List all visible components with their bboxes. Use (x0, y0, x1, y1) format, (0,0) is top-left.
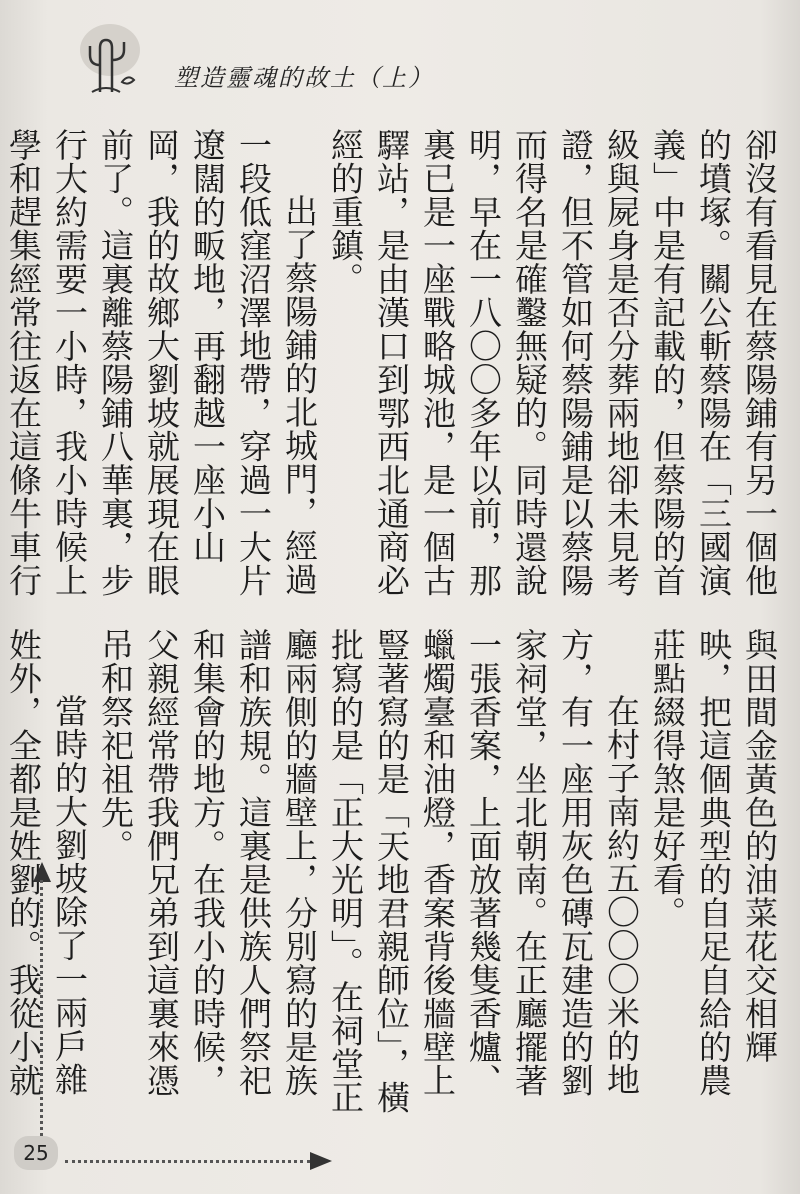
chapter-title: 塑造靈魂的故土（上） (174, 64, 434, 92)
arrow-right-icon (310, 1152, 332, 1170)
cactus-plant-icon (70, 20, 150, 100)
paragraph: 與田間金黃色的油菜花交相輝映，把這個典型的自足自給的農莊點綴得煞是好看。 (648, 628, 779, 1097)
paragraph: 出了蔡陽鋪的北城門，經過一段低窪沼澤地帶，穿過一大片遼闊的畈地，再翻越一座小山岡，我的故鄉大劉坡就展現在眼前了。這裏離蔡陽鋪八華裏，步行大約需要一小時，我小時候上學和趕集經常往返在這條牛車行 (4, 128, 319, 597)
dotted-line-vertical (40, 880, 45, 1155)
arrow-up-icon (33, 862, 51, 882)
paragraph: 卻沒有看見在蔡陽鋪有另一個他的墳塚。關公斬蔡陽在「三國演義」中是有記載的，但蔡陽的首級與屍身是否分葬兩地卻未見考證，但不管如何蔡陽鋪是以蔡陽而得名是確鑿無疑的。同時還說明，早在一八〇〇多年以前，那裏已是一座戰略城池，是一個古驛站，是由漢口到鄂西北通商必經的重鎮。 (326, 128, 779, 597)
paragraph: 當時的大劉坡除了一兩戶雜姓外，全都是姓劉的。我從小就 (4, 628, 89, 1097)
upper-text-block (0, 128, 782, 628)
page-number: 25 (14, 1136, 58, 1170)
running-header (70, 20, 434, 110)
paragraph: 在村子南約五〇〇〇米的地方，有一座用灰色磚瓦建造的劉家祠堂，坐北朝南。在正廳擺著一張香案，上面放著幾隻香爐、蠟燭臺和油燈，香案背後牆壁上豎著寫的是「天地君親師位」，橫批寫的是「正大光明」。在祠堂正廳兩側的牆壁上，分別寫的是族譜和族規。這裏是供族人們祭祀和集會的地方。在我小的時候，父親經常帶我們兄弟到這裏來憑吊和祭祀祖先。 (96, 628, 641, 1114)
lower-text-block (0, 628, 782, 1128)
dotted-line-horizontal (65, 1160, 310, 1163)
